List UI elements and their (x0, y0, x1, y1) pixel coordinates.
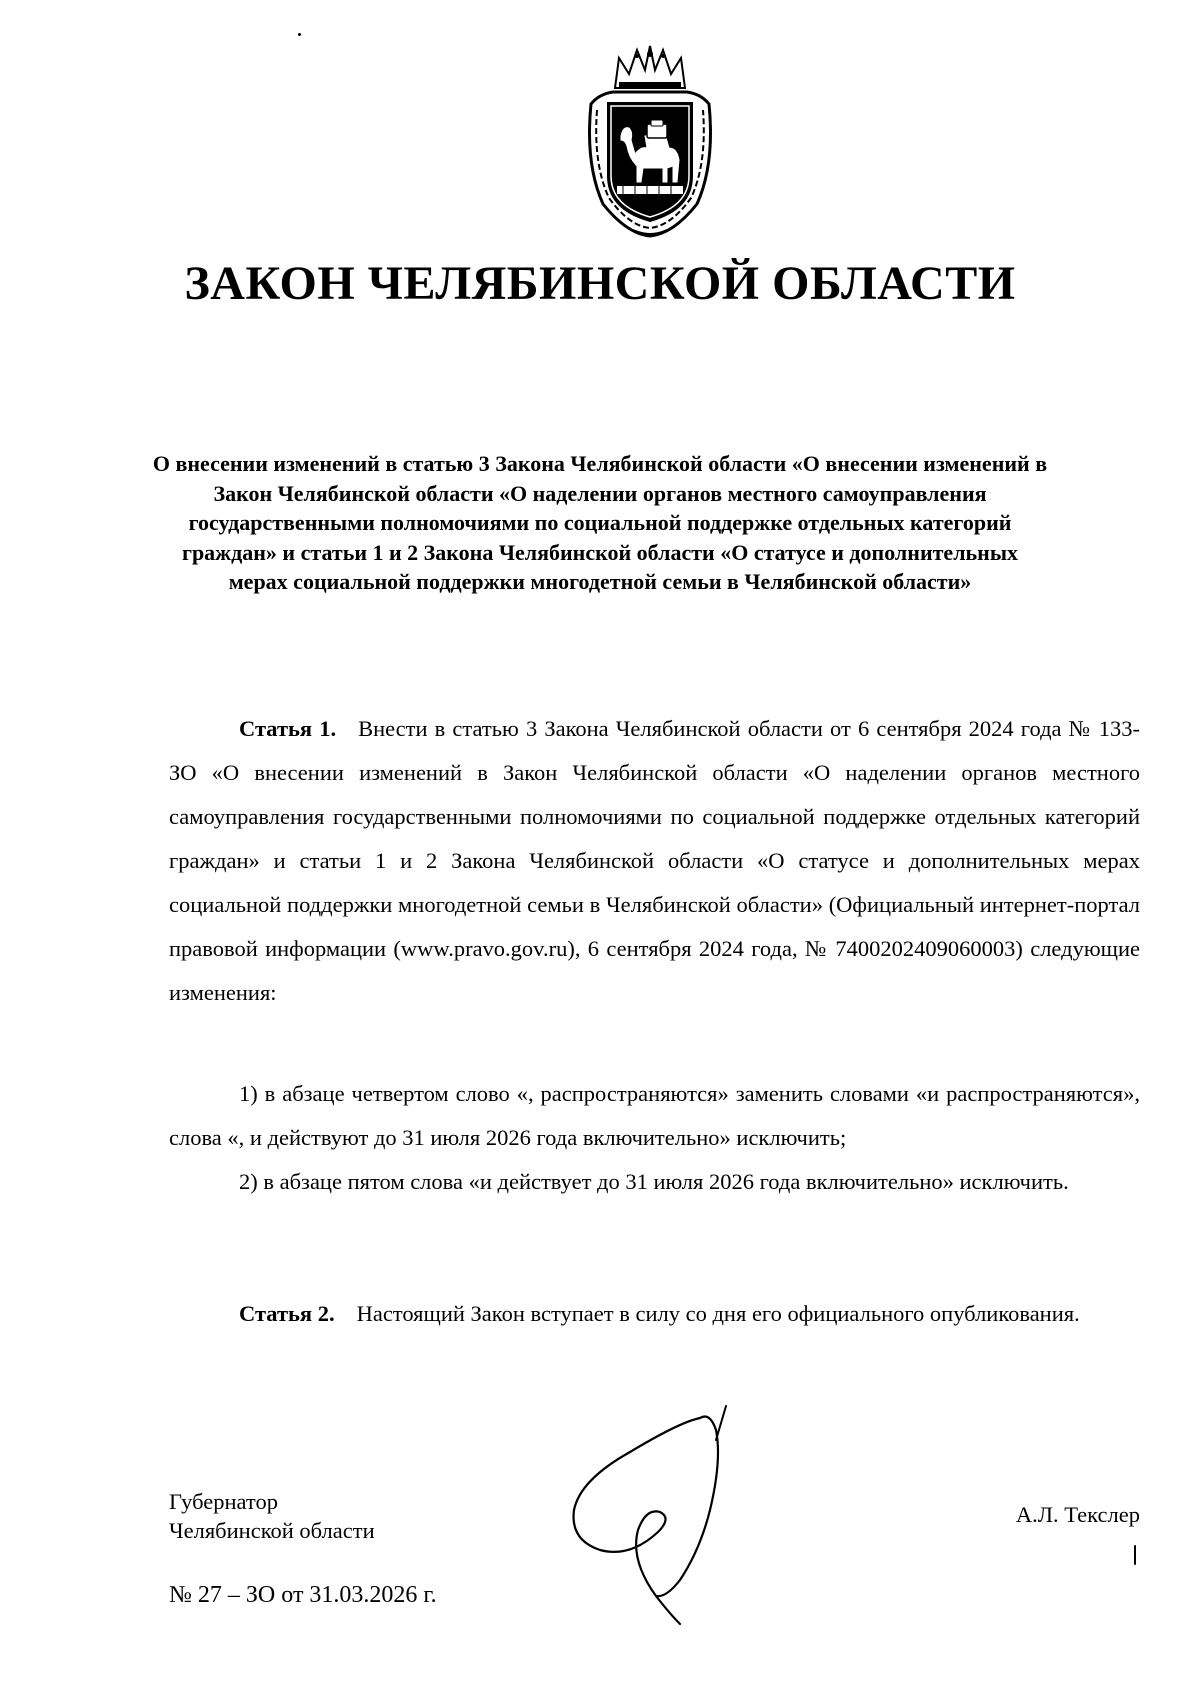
article-1-text: Внести в статью 3 Закона Челябинской области от 6 сентября 2024 года № 133-ЗО «О внесении изменений в Закон Челябинской области «О наделении органов местного самоуправления государственными полномочиями по социальной поддержке отдельных категорий граждан» и статьи 1 и 2 Закона Челябинской области «О статусе и дополнительных мерах социальной поддержки многодетной семьи в Челябинской области» (Официальный интернет-портал правовой информации (www.pravo.gov.ru), 6 сентября 2024 года, № 7400202409060003) следующие изменения: (169, 716, 1140, 1005)
signatory-title-line-1: Губернатор (169, 1489, 278, 1514)
article-1-item-1: 1) в абзаце четвертом слово «, распространяются» заменить словами «и распространяются», слова «, и действуют до 31 июля 2026 года включительно» исключить; (169, 1081, 1140, 1150)
chelyabinsk-coat-of-arms-icon (583, 44, 717, 238)
article-1 (169, 707, 1140, 1015)
scan-speck (298, 33, 301, 36)
signatory-title-line-2: Челябинской области (169, 1518, 375, 1543)
signatory-name: А.Л. Текслер (1015, 1502, 1140, 1527)
article-1-item-2: 2) в абзаце пятом слова «и действует до 31 июля 2026 года включительно» исключить. (239, 1169, 1069, 1194)
signatory-title (169, 1487, 375, 1545)
article-2-label: Статья 2. (239, 1301, 335, 1326)
registration-number: № 27 – ЗО от 31.03.2026 г. (169, 1582, 437, 1608)
handwritten-signature-icon (560, 1400, 760, 1630)
article-2 (169, 1292, 1140, 1336)
article-1-label: Статья 1. (239, 716, 337, 741)
law-subtitle: О внесении изменений в статью 3 Закона Челябинской области «О внесении изменений в Закон Челябинской области «О наделении органов местного самоуправления государственными полномочиями по социальной поддержке отдельных категорий граждан» и статьи 1 и 2 Закона Челябинской области «О статусе и дополнительных мерах социальной поддержки многодетной семьи в Челябинской области» (152, 451, 1048, 594)
article-2-text: Настоящий Закон вступает в силу со дня его официального опубликования. (356, 1301, 1080, 1326)
law-title: ЗАКОН ЧЕЛЯБИНСКОЙ ОБЛАСТИ (184, 257, 1016, 310)
scan-speck (1134, 1545, 1136, 1565)
